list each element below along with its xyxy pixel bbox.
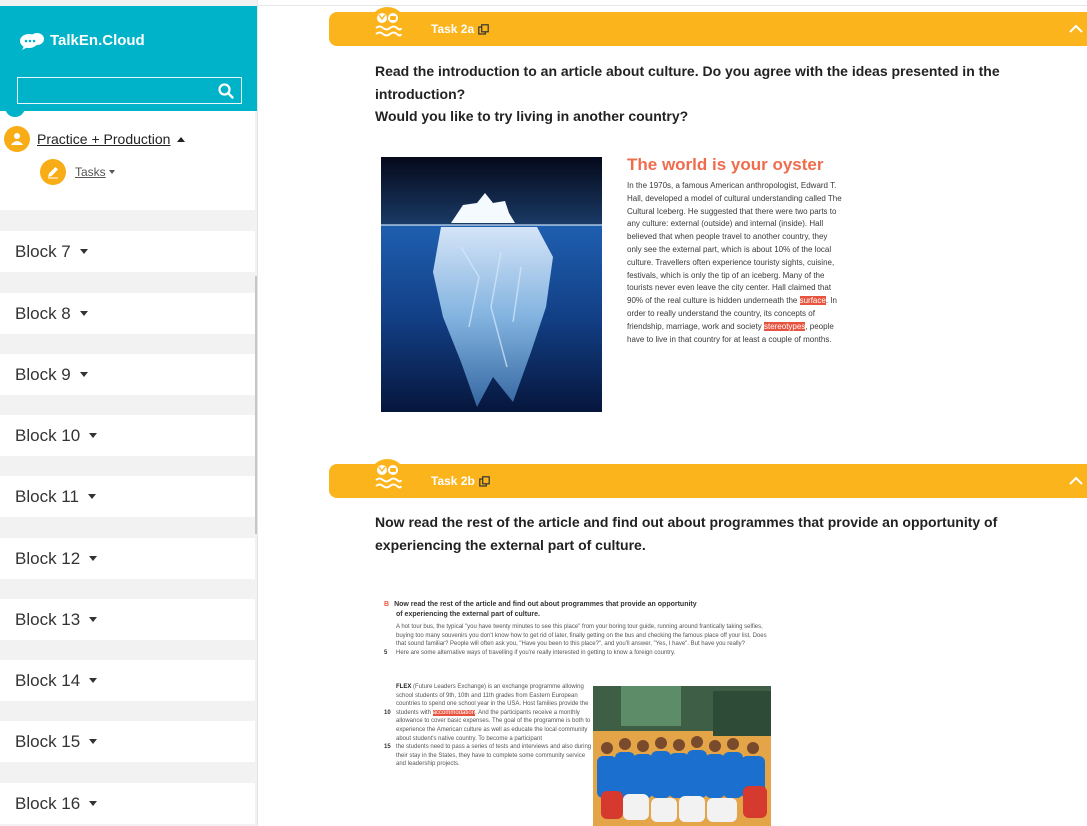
flex-paragraph — [384, 683, 594, 769]
highlight-accommodation[interactable]: accommodation — [432, 709, 476, 716]
task-2b-title-text: Task 2b — [431, 474, 475, 488]
task-2b-instruction: Now read the rest of the article and find out about programmes that provide an opportunity of experiencing the external part of culture. — [375, 514, 998, 553]
task-2b-header[interactable] — [329, 464, 1087, 498]
flex-middle: . And the participants receive a monthly allowance to cover basic expenses. The goal of the programme is both to experience the American culture as well as educate the local community about student's native country. To become a participant — [396, 709, 591, 742]
task-2b-instructions — [375, 511, 1025, 556]
nav-tasks[interactable] — [40, 159, 115, 185]
exercise-letter: B — [384, 601, 390, 608]
scan-paragraph-1 — [384, 623, 774, 657]
cloud-chat-icon — [18, 30, 48, 50]
block-label: Block 9 — [15, 364, 71, 384]
article-text-2: . In order to really understand the country, its concepts of friendship, marriage, work and society — [627, 296, 837, 331]
caret-down-icon — [88, 494, 96, 499]
task-2a-instruction-1: Read the introduction to an article about culture. Do you agree with the ideas presented in the introduction? — [375, 63, 1000, 102]
task-emblem-icon — [369, 7, 406, 44]
block-14[interactable] — [0, 660, 255, 701]
block-label: Block 7 — [15, 241, 71, 261]
iceberg-image — [381, 157, 602, 412]
highlight-stereotypes[interactable]: stereotypes — [763, 321, 806, 331]
caret-down-icon — [89, 617, 97, 622]
block-8[interactable] — [0, 293, 255, 334]
search-box — [17, 77, 242, 104]
caret-down-icon — [109, 170, 115, 174]
copy-link-icon[interactable] — [479, 476, 490, 487]
textbook-page-scan — [384, 600, 774, 768]
sidebar-scrollbar[interactable] — [255, 276, 258, 534]
block-label: Block 16 — [15, 793, 81, 813]
search-input[interactable] — [18, 78, 213, 103]
caret-down-icon — [89, 556, 97, 561]
article-body — [627, 180, 842, 346]
caret-down-icon — [89, 801, 97, 806]
brand-name: TalkEn.Cloud — [50, 31, 145, 49]
block-label: Block 8 — [15, 303, 71, 323]
article-title: The world is your oyster — [627, 155, 824, 174]
pencil-icon — [40, 159, 66, 185]
flex-line-10: students with — [396, 709, 432, 716]
block-15[interactable] — [0, 721, 255, 762]
article-text-3: , people have to live in that country for at least a couple of months. — [627, 321, 834, 344]
block-12[interactable] — [0, 538, 255, 579]
task-emblem-icon — [369, 459, 406, 496]
nav-practice-production[interactable] — [4, 126, 185, 152]
task-2b-title — [431, 474, 490, 488]
caret-down-icon — [80, 311, 88, 316]
flex-end: the students need to pass a series of tests and interviews and also during their stay in the States, they have to complete some community service and leadership projects. — [396, 744, 592, 768]
line-number: 5 — [384, 649, 388, 656]
top-divider — [258, 5, 1087, 6]
block-label: Block 15 — [15, 731, 81, 751]
article-intro — [627, 155, 842, 346]
nav-practice-production-label: Practice + Production — [37, 131, 171, 147]
line-number: 15 — [384, 744, 391, 751]
logo[interactable] — [18, 28, 145, 52]
block-label: Block 13 — [15, 609, 81, 629]
article-text-1: In the 1970s, a famous American anthropologist, Edward T. Hall, developed a model of cultural understanding called The Cultural Iceberg. He suggested that there were two parts to any culture: external (outside) and internal (inside). Hall believed that when people travel to another country, they only see the external part, which is about 10% of the local culture. Travellers often experience touristy sights, cuisine, festivals, which is only the tip of an iceberg. Many of the tourists never even leave the city center. Hall claimed that 90% of the real culture is hidden underneath the — [627, 181, 842, 306]
copy-link-icon[interactable] — [478, 24, 489, 35]
task-2a-instruction-2: Would you like to try living in another country? — [375, 108, 689, 124]
block-13[interactable] — [0, 599, 255, 640]
chevron-up-icon[interactable] — [1067, 472, 1085, 490]
block-9[interactable] — [0, 354, 255, 395]
section-icon — [5, 105, 25, 117]
block-label: Block 11 — [15, 486, 79, 506]
nav-tasks-label: Tasks — [75, 165, 106, 179]
task-2a-title-text: Task 2a — [431, 22, 475, 36]
teacher-icon — [4, 126, 30, 152]
block-7[interactable] — [0, 231, 255, 272]
task-2a-title — [431, 22, 489, 36]
scan-heading-line-2: of experiencing the external part of culture. — [396, 611, 540, 618]
line-number: 10 — [384, 709, 391, 716]
scan-heading — [384, 600, 774, 620]
caret-down-icon — [80, 249, 88, 254]
scan-para-1-text: A hot tour bus, the typical "you have twenty minutes to see this place" from your boring tour guide, running around frantically taking selfies, buying too many souvenirs you don't know how to get rid of later, finally getting on the bus and checking the famous place off your list. Does that sound familiar? People will often ask you, "Have you been to this place?", and you'll answer, "Yes, I have". But have you really? — [396, 624, 767, 648]
block-10[interactable] — [0, 415, 255, 456]
caret-down-icon — [89, 739, 97, 744]
scan-heading-line-1: Now read the rest of the article and find out about programmes that provide an opportunity — [394, 601, 697, 608]
flex-intro: (Future Leaders Exchange) is an exchange programme allowing school students of 9th, 10th and 11th grades from Eastern European countries to spend one school year in the USA. Host families provide the — [396, 684, 589, 708]
flex-name: FLEX — [396, 684, 412, 690]
brand-header — [0, 6, 258, 111]
search-icon[interactable] — [217, 82, 235, 100]
block-label: Block 14 — [15, 670, 81, 690]
block-16[interactable] — [0, 783, 255, 824]
sidebar — [0, 0, 258, 826]
highlight-surface[interactable]: surface — [799, 296, 826, 306]
scan-line-5-text: Here are some alternative ways of travelling if you're really interested in getting to know a foreign country. — [396, 649, 676, 656]
caret-down-icon — [89, 433, 97, 438]
block-label: Block 12 — [15, 548, 81, 568]
task-2a-instructions — [375, 60, 1045, 128]
caret-up-icon — [177, 137, 185, 142]
caret-down-icon — [89, 678, 97, 683]
chevron-up-icon[interactable] — [1067, 20, 1085, 38]
unit-menu — [0, 111, 255, 210]
block-label: Block 10 — [15, 425, 81, 445]
block-11[interactable] — [0, 476, 255, 517]
caret-down-icon — [80, 372, 88, 377]
task-2a-header[interactable] — [329, 12, 1087, 46]
students-group-photo — [593, 686, 771, 826]
